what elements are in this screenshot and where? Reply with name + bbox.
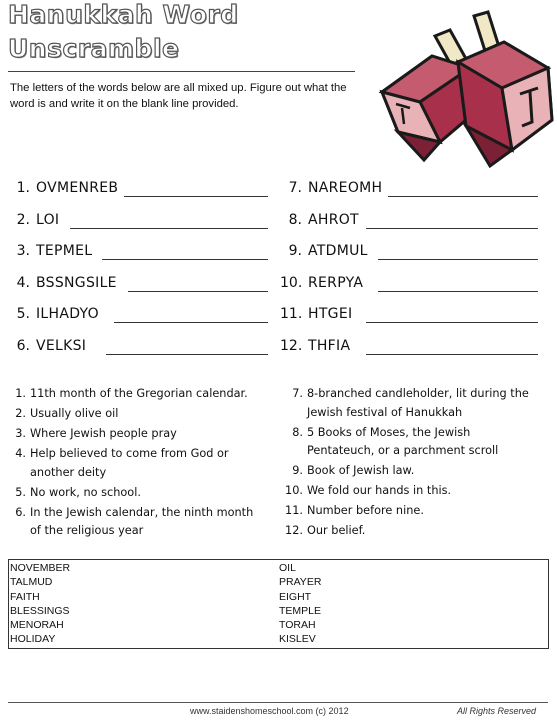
scramble-row — [280, 210, 538, 236]
clue-text — [307, 522, 365, 541]
scrambled-word: ATDMUL — [308, 243, 368, 259]
word-bank-item: FAITH — [10, 590, 40, 603]
clue-text — [30, 504, 253, 541]
clue-text-line: We fold our hands in this. — [307, 484, 452, 497]
clue-number: 6. — [15, 505, 26, 519]
clue-item — [281, 482, 543, 501]
scramble-row — [280, 178, 538, 204]
scrambled-word: AHROT — [308, 211, 359, 228]
answer-blank-line[interactable] — [378, 259, 538, 260]
clue-text-line: In the Jewish calendar, the ninth month — [30, 505, 254, 519]
clue-text — [307, 482, 451, 501]
clue-text — [307, 502, 424, 521]
word-bank-item: MENORAH — [10, 619, 64, 632]
answer-blank-line[interactable] — [124, 196, 268, 197]
clue-text-line: Number before nine. — [307, 504, 424, 517]
clue-text-line: Where Jewish people pray — [30, 427, 177, 440]
instructions-text: The letters of the words below are all mixed up. Figure out what the word is and write it on the blank line provided. — [10, 82, 347, 110]
clue-text-line: Our belief. — [307, 524, 366, 537]
answer-blank-line[interactable] — [378, 291, 538, 292]
clue-text-line: Book of Jewish law. — [307, 464, 415, 477]
clue-item — [281, 502, 543, 521]
clue-text — [30, 484, 141, 503]
word-bank-item: TORAH — [279, 619, 316, 632]
scramble-number: 4. — [16, 274, 30, 291]
word-bank — [8, 559, 549, 649]
answer-blank-line[interactable] — [114, 322, 268, 323]
answer-blank-line[interactable] — [70, 228, 268, 229]
answer-blank-line[interactable] — [102, 259, 268, 260]
clue-item — [4, 484, 266, 503]
clue-item — [281, 424, 543, 461]
answer-blank-line[interactable] — [366, 354, 538, 355]
clue-number: 2. — [15, 407, 26, 420]
dreidel-illustration — [362, 4, 557, 172]
footer-divider — [8, 702, 548, 703]
word-bank-item: HOLIDAY — [10, 633, 56, 646]
word-bank-item: KISLEV — [279, 633, 316, 646]
scramble-row — [10, 178, 268, 204]
scramble-row — [280, 241, 538, 267]
clue-text-line: Jewish festival of Hanukkah — [307, 405, 463, 419]
clue-text-line: Pentateuch, or a parchment scroll — [307, 444, 499, 457]
scrambled-word: VELKSI — [36, 337, 87, 354]
word-bank-item: EIGHT — [279, 590, 312, 603]
clue-text — [30, 405, 118, 424]
clue-item — [4, 405, 266, 424]
clue-number: 12. — [285, 524, 303, 537]
scramble-number: 10. — [280, 274, 303, 291]
clue-item — [4, 385, 266, 404]
clue-number: 7. — [292, 387, 303, 400]
clue-item — [281, 462, 543, 481]
answer-blank-line[interactable] — [128, 291, 268, 292]
scrambled-word: RERPYA — [308, 274, 364, 291]
clue-text — [307, 462, 414, 481]
scrambled-word: BSSNGSILE — [36, 274, 117, 291]
clue-number: 5. — [15, 485, 26, 499]
scramble-number: 9. — [288, 243, 302, 259]
clue-number: 9. — [292, 464, 303, 477]
scrambled-word: ILHADYO — [36, 306, 99, 322]
word-bank-item: TEMPLE — [279, 604, 322, 617]
word-bank-item: BLESSINGS — [10, 604, 70, 617]
clue-number: 10. — [285, 484, 303, 497]
scrambled-word: THFIA — [308, 337, 351, 354]
clue-text-line: Help believed to come from God or — [30, 447, 229, 460]
clue-item — [281, 522, 543, 541]
scrambled-word: OVMENREB — [36, 180, 119, 196]
worksheet-title-line1: Hanukkah Word — [8, 0, 239, 29]
clue-number: 1. — [15, 387, 26, 400]
clue-item — [4, 425, 266, 444]
clue-text-line: another deity — [30, 465, 107, 479]
answer-blank-line[interactable] — [366, 322, 538, 323]
word-bank-item: OIL — [279, 562, 296, 574]
clue-number: 3. — [15, 427, 26, 440]
clue-number: 8. — [292, 425, 303, 439]
footer-site: www.staidenshomeschool.com (c) 2012 — [190, 706, 349, 716]
scramble-row — [10, 241, 268, 267]
answer-blank-line[interactable] — [106, 354, 268, 355]
scramble-number: 8. — [288, 211, 302, 228]
scramble-row — [280, 304, 538, 330]
scramble-number: 12. — [280, 337, 303, 354]
scramble-row — [10, 336, 268, 362]
clue-text — [30, 445, 229, 482]
clue-text — [30, 385, 248, 404]
word-bank-column-left — [10, 561, 70, 647]
title-divider — [8, 71, 355, 72]
answer-blank-line[interactable] — [388, 196, 538, 197]
clue-text-line: 5 Books of Moses, the Jewish — [307, 425, 471, 439]
scramble-number: 3. — [16, 243, 30, 259]
scrambled-word: HTGEI — [308, 306, 353, 322]
clue-item — [4, 445, 266, 482]
scrambled-word: TEPMEL — [36, 243, 93, 259]
clue-text — [307, 424, 498, 461]
scramble-row — [10, 273, 268, 299]
scramble-row — [280, 336, 538, 362]
scramble-number: 2. — [16, 211, 30, 228]
clue-text-line: of the religious year — [30, 524, 144, 537]
clue-item — [4, 504, 266, 541]
clue-number: 11. — [285, 504, 303, 517]
scramble-row — [280, 273, 538, 299]
right-dreidel — [458, 12, 552, 166]
clue-text — [307, 385, 529, 422]
word-bank-column-right — [279, 561, 321, 647]
clue-text — [30, 425, 177, 444]
scramble-row — [10, 304, 268, 330]
scramble-number: 7. — [288, 180, 302, 196]
scrambled-word: LOI — [36, 211, 60, 228]
worksheet-title-line2: Unscramble — [8, 34, 180, 63]
clue-text-line: 8-branched candleholder, lit during the — [307, 387, 529, 400]
scramble-number: 6. — [16, 337, 30, 354]
scramble-row — [10, 210, 268, 236]
scramble-number: 5. — [16, 306, 30, 322]
clue-text-line: 11th month of the Gregorian calendar. — [30, 387, 248, 400]
word-bank-item: PRAYER — [279, 576, 322, 589]
clue-item — [281, 385, 543, 422]
word-bank-item: TALMUD — [10, 576, 53, 589]
clue-number: 4. — [15, 447, 26, 460]
word-bank-item: NOVEMBER — [10, 562, 71, 574]
scramble-number: 1. — [16, 180, 30, 196]
clue-text-line: No work, no school. — [30, 485, 141, 499]
scrambled-word: NAREOMH — [308, 180, 383, 196]
scramble-number: 11. — [280, 306, 303, 322]
answer-blank-line[interactable] — [366, 228, 538, 229]
clue-text-line: Usually olive oil — [30, 407, 119, 420]
footer-rights: All Rights Reserved — [457, 706, 537, 716]
